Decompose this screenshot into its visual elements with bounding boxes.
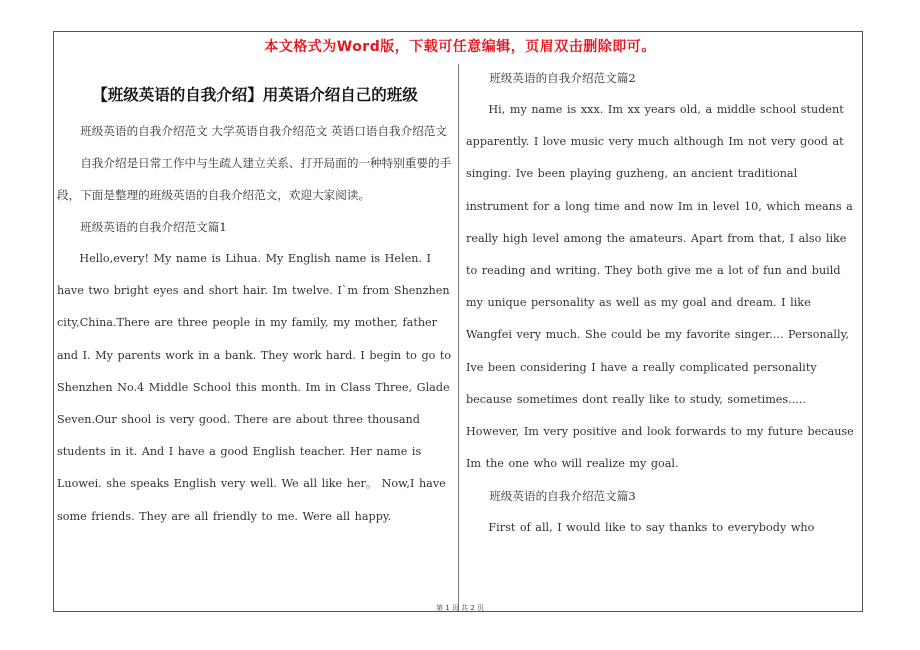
essay-3-body: First of all, I would like to say thanks to everybody who <box>488 521 815 535</box>
keywords-paragraph: 班级英语的自我介绍范文 大学英语自我介绍范文 英语口语自我介绍范文 <box>80 124 447 138</box>
column-divider <box>458 64 459 612</box>
essay-1-body: Hello,every! My name is Lihua. My English name is Helen. I have two bright eyes and short hair. Im twelve. I`m from Shenzhen city,China.There are three people in my family, my mother, father and I. My parents work in a bank. They work hard. I begin to go to Shenzhen No.4 Middle School this month. Im in Class Three, Glade Seven.Our shool is very good. There are about three thousand students in it. And I have a good English teacher. Her name is Luowei. she speaks English very well. We all like her。 Now,I have some friends. They are all friendly to me. Were all happy. <box>57 252 452 523</box>
essay-2-body: Hi, my name is xxx. Im xx years old, a middle school student apparently. I love music very much although Im not very good at singing. Ive been playing guzheng, an ancient traditional instrument for a long time and now Im in level 10, which means a really high level among the amateurs. Apart from that, I also like to reading and writing. They both give me a lot of fun and build my unique personality as well as my goal and dream. I like Wangfei very much. She could be my favorite singer.... Personally, Ive been considering I have a really complicated personality because sometimes dont really like to study, sometimes..... However, Im very positive and look forwards to my future because Im the one who will realize my goal. <box>466 103 854 471</box>
essay-3-heading: 班级英语的自我介绍范文篇3 <box>489 489 636 504</box>
document-title: 【班级英语的自我介绍】用英语介绍自己的班级 <box>92 86 418 104</box>
essay-1-heading: 班级英语的自我介绍范文篇1 <box>80 220 227 234</box>
page-number-footer: 第 1 页 共 2 页 <box>435 604 485 612</box>
right-column <box>466 64 858 545</box>
left-column <box>57 64 453 533</box>
essay-2-heading: 班级英语的自我介绍范文篇2 <box>489 71 636 85</box>
header-banner: 本文格式为Word版，下载可任意编辑，页眉双击删除即可。 <box>264 39 656 55</box>
intro-paragraph: 自我介绍是日常工作中与生疏人建立关系、打开局面的一种特别重要的手段，下面是整理的班级英语的自我介绍范文，欢迎大家阅读。 <box>57 156 452 202</box>
